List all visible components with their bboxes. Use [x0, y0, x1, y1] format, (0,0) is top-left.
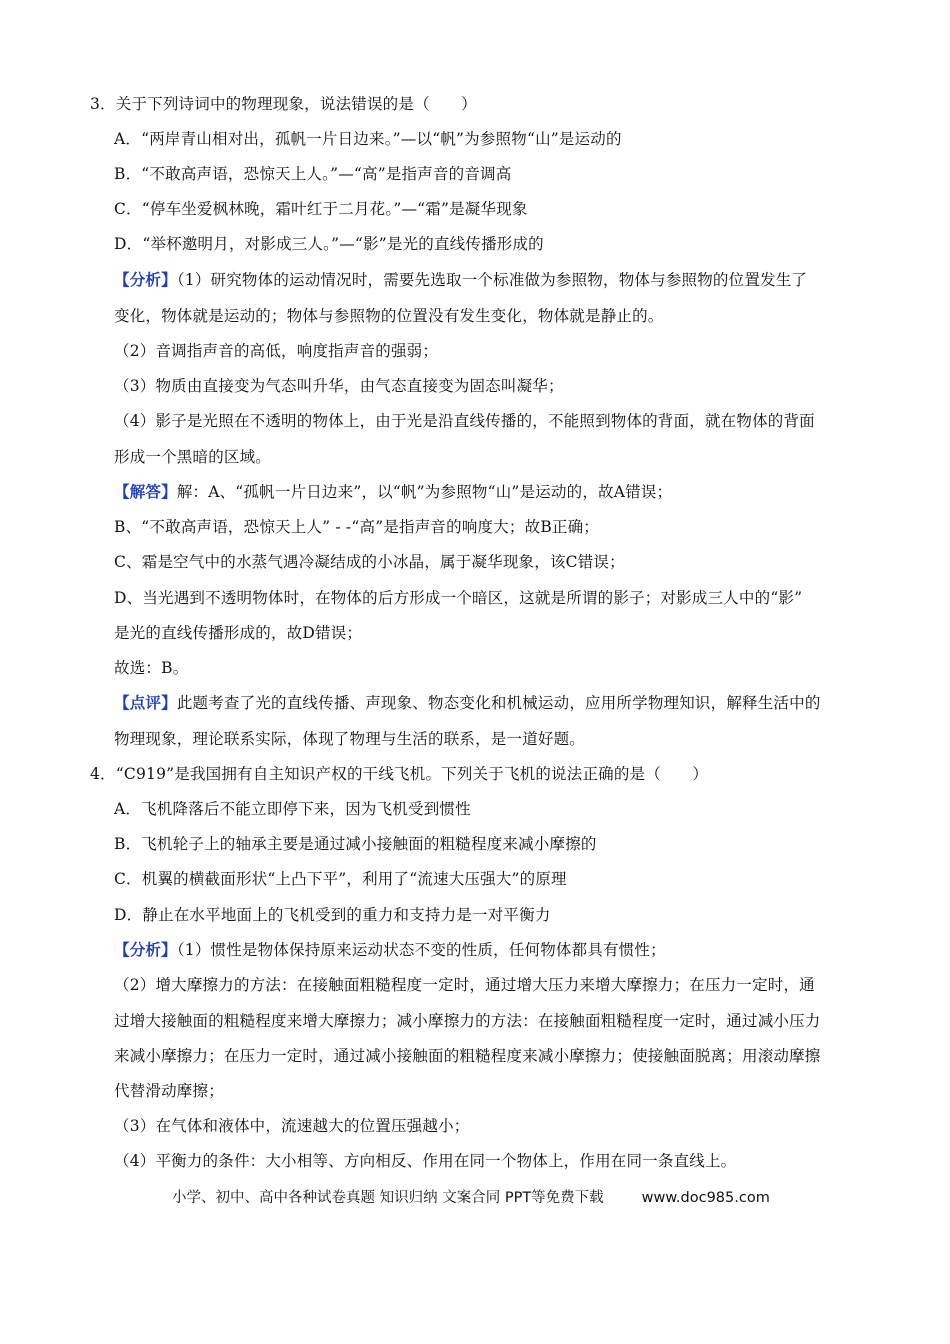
q4-analysis-line-4: 来减小摩擦力；在压力一定时，通过减小接触面的粗糙程度来减小摩擦力；使接触面脱离；用滚动摩擦 [114, 1047, 821, 1065]
q4-analysis-tag: 【分析】 [114, 940, 177, 959]
q3-option-d: D．“举杯邀明月，对影成三人。”—“影”是光的直线传播形成的 [114, 235, 544, 253]
q3-answer-line-5: 是光的直线传播形成的，故D错误； [114, 624, 363, 642]
q3-answer-line-1 [114, 482, 672, 502]
q4-analysis-line-3: 过增大接触面的粗糙程度来增大摩擦力；减小摩擦力的方法：在接触面粗糙程度一定时，通过减小压力 [114, 1012, 821, 1030]
q3-answer-line-4: D、当光遇到不透明物体时，在物体的后方形成一个暗区，这就是所谓的影子；对影成三人中的“影” [114, 589, 803, 607]
q3-comment-tag: 【点评】 [114, 693, 177, 712]
q3-comment-line-1 [114, 693, 821, 713]
q4-analysis-line-6: （3）在气体和液体中，流速越大的位置压强越小； [114, 1117, 470, 1135]
q3-analysis-tag: 【分析】 [114, 270, 177, 289]
q4-analysis-line-1 [114, 940, 666, 960]
q3-option-b: B．“不敢高声语，恐惊天上人。”—“高”是指声音的音调高 [114, 165, 512, 183]
footer-text: 小学、初中、高中各种试卷真题 知识归纳 文案合同 PPT等免费下载 [172, 1190, 604, 1206]
q3-analysis-line-6: 形成一个黑暗的区域。 [114, 448, 272, 466]
q3-stem: 3．关于下列诗词中的物理现象，说法错误的是（ ） [90, 95, 477, 113]
q4-analysis-line-7: （4）平衡力的条件：大小相等、方向相反、作用在同一个物体上，作用在同一条直线上。 [114, 1152, 737, 1170]
q3-comment-line-2: 物理现象，理论联系实际，体现了物理与生活的联系，是一道好题。 [114, 730, 586, 748]
q4-option-a: A．飞机降落后不能立即停下来，因为飞机受到惯性 [114, 800, 471, 818]
q4-option-b: B．飞机轮子上的轴承主要是通过减小接触面的粗糙程度来减小摩擦的 [114, 835, 597, 853]
q3-analysis-line-3: （2）音调指声音的高低，响度指声音的强弱； [114, 342, 439, 360]
q3-answer-tag: 【解答】 [114, 482, 177, 501]
q3-answer-text-1: 解：A、“孤帆一片日边来”，以“帆”为参照物“山”是运动的，故A错误； [176, 483, 673, 501]
q4-stem: 4．“C919”是我国拥有自主知识产权的干线飞机。下列关于飞机的说法正确的是（ ） [90, 765, 709, 783]
q4-analysis-line-2: （2）增大摩擦力的方法：在接触面粗糙程度一定时，通过增大压力来增大摩擦力；在压力一定时，通 [114, 976, 815, 994]
q3-analysis-line-1 [114, 270, 807, 290]
q3-answer-line-2: B、“不敢高声语，恐惊天上人” - -“高”是指声音的响度大；故B正确； [114, 518, 600, 536]
q3-option-c: C．“停车坐爱枫林晚，霜叶红于二月花。”—“霜”是凝华现象 [114, 200, 528, 218]
q3-analysis-line-2: 变化，物体就是运动的；物体与参照物的位置没有发生变化，物体就是静止的。 [114, 307, 664, 325]
q3-analysis-line-5: （4）影子是光照在不透明的物体上，由于光是沿直线传播的，不能照到物体的背面，就在物体的背面 [114, 412, 815, 430]
q4-analysis-line-5: 代替滑动摩擦； [114, 1082, 224, 1100]
q4-analysis-text-1: （1）惯性是物体保持原来运动状态不变的性质，任何物体都具有惯性； [176, 941, 666, 959]
q4-option-c: C．机翼的横截面形状“上凸下平”，利用了“流速大压强大”的原理 [114, 870, 567, 888]
q3-analysis-text-1: （1）研究物体的运动情况时，需要先选取一个标准做为参照物，物体与参照物的位置发生了 [176, 271, 808, 289]
q3-comment-text-1: 此题考查了光的直线传播、声现象、物态变化和机械运动，应用所学物理知识，解释生活中的 [176, 694, 821, 712]
q3-analysis-line-4: （3）物质由直接变为气态叫升华，由气态直接变为固态叫凝华； [114, 377, 564, 395]
footer-url[interactable]: www.doc985.com [641, 1190, 770, 1206]
q3-option-a: A．“两岸青山相对出，孤帆一片日边来。”—以“帆”为参照物“山”是运动的 [114, 130, 622, 148]
q3-answer-line-3: C、霜是空气中的水蒸气遇冷凝结成的小冰晶，属于凝华现象，该C错误； [114, 553, 625, 571]
q4-option-d: D．静止在水平地面上的飞机受到的重力和支持力是一对平衡力 [114, 906, 551, 924]
q3-answer-line-6: 故选：B。 [114, 659, 189, 677]
page-footer [172, 1186, 770, 1207]
